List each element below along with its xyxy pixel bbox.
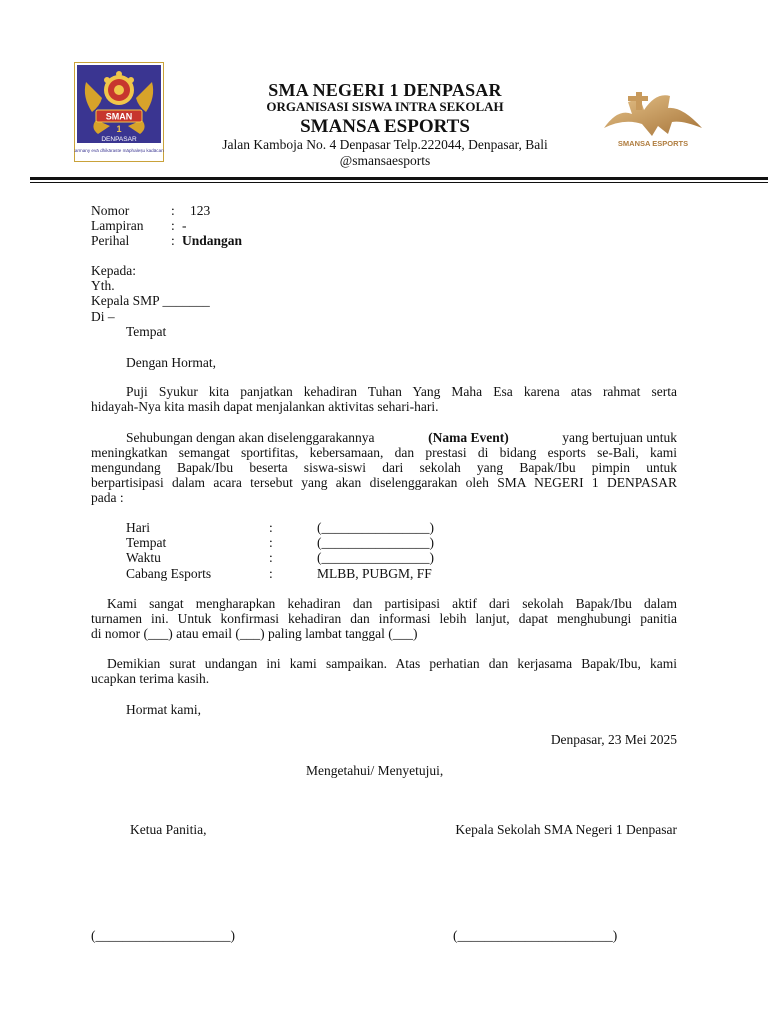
detail-sep: : bbox=[269, 550, 273, 565]
sign-left-title: Ketua Panitia, bbox=[130, 822, 207, 837]
header-rule-thin bbox=[30, 182, 768, 183]
kepada-label: Kepada: bbox=[91, 263, 136, 278]
nomor-label: Nomor bbox=[91, 203, 130, 218]
di-label: Di – bbox=[91, 309, 115, 324]
svg-text:SMANSA ESPORTS: SMANSA ESPORTS bbox=[617, 139, 689, 148]
approval-label: Mengetahui/ Menyetujui, bbox=[306, 763, 444, 778]
sign-right-line: (_______________________) bbox=[453, 928, 618, 943]
yth-label: Yth. bbox=[91, 278, 115, 293]
para2-line3: mengundang Bapak/Ibu beserta siswa-siswi dari sekolah yang Bapak/Ibu pimpin untuk bbox=[91, 460, 677, 475]
para4-line1: Demikian surat undangan ini kami sampaikan. Atas perhatian dan kerjasama Bapak/Ibu, kami bbox=[107, 656, 677, 671]
perihal-label: Perihal bbox=[91, 233, 130, 248]
nomor-value: 123 bbox=[190, 203, 211, 218]
para1-line1: Puji Syukur kita panjatkan kehadiran Tuhan Yang Maha Esa karena atas rahmat serta bbox=[126, 384, 677, 399]
para4-line2: ucapkan terima kasih. bbox=[91, 671, 210, 686]
perihal-value: Undangan bbox=[182, 233, 243, 248]
detail-label: Cabang Esports bbox=[126, 566, 212, 581]
detail-label: Waktu bbox=[126, 550, 161, 565]
club-name: SMANSA ESPORTS bbox=[300, 116, 470, 137]
instagram-handle: @smansaesports bbox=[339, 153, 431, 168]
closing: Hormat kami, bbox=[126, 702, 201, 717]
detail-sep: : bbox=[269, 566, 273, 581]
para3-line3: di nomor (___) atau email (___) paling lambat tanggal (___) bbox=[91, 626, 418, 641]
nomor-sep: : bbox=[171, 203, 175, 218]
para2-line2: meningkatkan semangat sportifitas, kebersamaan, dan prestasi di bidang esports se-Bali, kami bbox=[91, 445, 677, 460]
sign-right-title: Kepala Sekolah SMA Negeri 1 Denpasar bbox=[455, 822, 677, 837]
svg-text:Karmany evā dhikāraste māphale: Karmany evā dhikāraste māphaleṣu kadācana bbox=[74, 148, 164, 153]
tempat-label: Tempat bbox=[126, 324, 167, 339]
sign-left-line: (____________________) bbox=[91, 928, 235, 943]
lampiran-label: Lampiran bbox=[91, 218, 144, 233]
recipient-name: Kepala SMP _______ bbox=[91, 293, 210, 308]
para1-line2: hidayah-Nya kita masih dapat menjalankan aktivitas sehari-hari. bbox=[91, 399, 439, 414]
detail-sep: : bbox=[269, 520, 273, 535]
header-rule-thick bbox=[30, 177, 768, 180]
detail-label: Hari bbox=[126, 520, 150, 535]
school-address: Jalan Kamboja No. 4 Denpasar Telp.222044, Denpasar, Bali bbox=[222, 137, 548, 152]
lampiran-sep: : bbox=[171, 218, 175, 233]
para3-line2: turnamen ini. Untuk konfirmasi kehadiran dan informasi lebih lanjut, dapat menghubungi panitia bbox=[91, 611, 677, 626]
lampiran-value: - bbox=[182, 218, 187, 233]
salutation: Dengan Hormat, bbox=[126, 355, 216, 370]
svg-text:DENPASAR: DENPASAR bbox=[101, 136, 137, 143]
detail-value: (________________) bbox=[317, 550, 434, 565]
organization-name: ORGANISASI SISWA INTRA SEKOLAH bbox=[266, 99, 504, 114]
letter-date: Denpasar, 23 Mei 2025 bbox=[550, 732, 677, 747]
detail-sep: : bbox=[269, 535, 273, 550]
perihal-sep: : bbox=[171, 233, 175, 248]
detail-label: Tempat bbox=[126, 535, 167, 550]
event-name-placeholder: (Nama Event) bbox=[428, 430, 509, 445]
para2-line5: pada : bbox=[91, 490, 124, 505]
detail-value: (________________) bbox=[317, 535, 434, 550]
detail-value: (________________) bbox=[317, 520, 434, 535]
badge-text: SMAN bbox=[105, 111, 133, 122]
school-name: SMA NEGERI 1 DENPASAR bbox=[268, 80, 502, 100]
svg-text:1: 1 bbox=[116, 124, 122, 134]
detail-value: MLBB, PUBGM, FF bbox=[317, 566, 432, 581]
para3-line1: Kami sangat mengharapkan kehadiran dan partisipasi aktif dari sekolah Bapak/Ibu dalam bbox=[107, 596, 677, 611]
para2-line4: berpartisipasi dalam acara tersebut yang akan diselenggarakan oleh SMA NEGERI 1 DENPASAR bbox=[91, 475, 677, 490]
para2-line1: Sehubungan dengan akan diselenggarakannya (Nama Event) yang bertujuan untuk bbox=[126, 430, 677, 445]
esports-logo bbox=[598, 88, 708, 150]
school-logo bbox=[74, 62, 164, 162]
